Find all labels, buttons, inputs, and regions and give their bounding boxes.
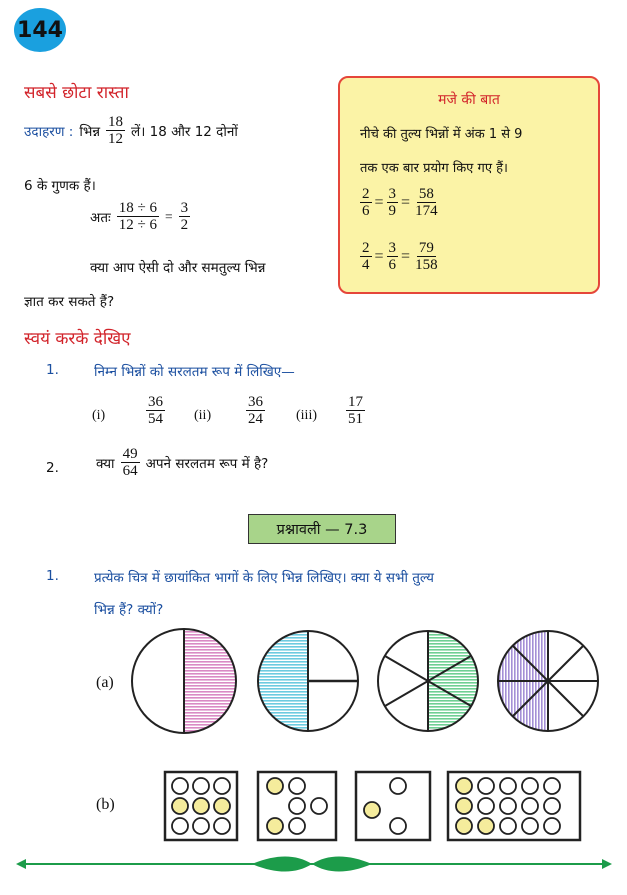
q2-fraction	[121, 446, 140, 479]
equals-sign: =	[401, 247, 411, 265]
example-text-3: 6 के गुणक हैं।	[24, 178, 96, 194]
den: 6	[362, 203, 370, 219]
example-text: भिन्न	[79, 123, 101, 140]
fraction	[246, 394, 265, 427]
circle-quarters-shaded	[258, 631, 358, 731]
result-numerator: 3	[180, 200, 189, 216]
circle-diagrams	[130, 625, 610, 740]
calc-numerator: 18 ÷ 6	[118, 200, 157, 216]
fraction	[387, 186, 399, 219]
den: 24	[248, 411, 263, 427]
fraction	[146, 394, 165, 427]
calculation	[90, 200, 190, 233]
fun-box-line2: तक एक बार प्रयोग किए गए हैं।	[360, 161, 508, 176]
exercise-q1-line2: भिन्न हैं? क्यों?	[94, 602, 164, 618]
equals-sign: =	[374, 193, 384, 211]
item-label: (iii)	[296, 408, 317, 423]
dot-diagrams	[160, 770, 600, 846]
question-line1: क्या आप ऐसी दो और समतुल्य भिन्न	[90, 260, 266, 276]
result-denominator: 2	[180, 217, 189, 233]
fun-equation-1	[360, 186, 440, 219]
circle-half-shaded	[132, 629, 236, 733]
fraction	[387, 240, 399, 273]
equals-sign: =	[401, 193, 411, 211]
circle-eighths-shaded	[498, 631, 598, 731]
example-fraction	[106, 114, 125, 147]
den: 174	[415, 203, 438, 219]
num: 58	[418, 186, 434, 202]
fraction	[413, 186, 440, 219]
exercise-q1-number: 1.	[46, 568, 59, 584]
equals-sign: =	[164, 208, 173, 224]
label-b: (b)	[96, 796, 115, 813]
section-heading-try-yourself: स्वयं करके देखिए	[24, 329, 131, 349]
fun-equation-2	[360, 240, 440, 273]
q2-number: 2.	[46, 460, 59, 476]
example-label: उदाहरण :	[24, 123, 74, 140]
fraction-denominator: 12	[108, 131, 124, 147]
result-fraction	[179, 200, 191, 233]
num: 17	[348, 394, 363, 410]
num: 2	[362, 186, 370, 202]
equals-sign: =	[374, 247, 384, 265]
den: 158	[415, 257, 438, 273]
q2-pre: क्या	[96, 455, 115, 472]
page-number: 144	[14, 8, 66, 52]
q2-line	[96, 446, 268, 479]
den: 64	[122, 463, 138, 479]
fraction	[413, 240, 440, 273]
exercise-q1-line1: प्रत्येक चित्र में छायांकित भागों के लिए भिन्न लिखिए। क्या ये सभी तुल्य	[94, 570, 434, 586]
num: 49	[122, 446, 138, 462]
example-line	[24, 114, 238, 147]
fraction-numerator: 18	[108, 114, 124, 130]
fraction	[360, 240, 372, 273]
item-label: (ii)	[194, 408, 212, 423]
exercise-title-box: प्रश्नावली — 7.3	[248, 514, 396, 544]
num: 2	[362, 240, 370, 256]
num: 3	[388, 240, 397, 256]
item-label: (i)	[92, 408, 106, 423]
example-text-2: लें। 18 और 12 दोनों	[131, 123, 238, 140]
section-heading-shortest-way: सबसे छोटा रास्ता	[24, 83, 129, 103]
q2-post: अपने सरलतम रूप में है?	[145, 455, 269, 472]
num: 79	[418, 240, 434, 256]
num: 36	[148, 394, 163, 410]
q1-number: 1.	[46, 362, 59, 378]
fraction	[360, 186, 372, 219]
calc-fraction	[117, 200, 159, 233]
num: 3	[388, 186, 397, 202]
fun-box-line1: नीचे की तुल्य भिन्नों में अंक 1 से 9	[360, 127, 523, 142]
fun-fact-box	[338, 76, 600, 294]
num: 36	[248, 394, 263, 410]
den: 6	[388, 257, 397, 273]
den: 51	[348, 411, 363, 427]
fraction	[346, 394, 365, 427]
den: 4	[362, 257, 370, 273]
calc-denominator: 12 ÷ 6	[118, 217, 157, 233]
question-line2: ज्ञात कर सकते हैं?	[24, 294, 115, 310]
decorative-divider	[16, 852, 612, 876]
q1-text: निम्न भिन्नों को सरलतम रूप में लिखिए—	[94, 364, 295, 380]
label-a: (a)	[96, 674, 114, 691]
den: 9	[388, 203, 397, 219]
fun-box-title: मजे की बात	[438, 92, 500, 108]
circle-sixths-shaded	[378, 631, 478, 731]
atah-label: अतः	[90, 209, 111, 226]
den: 54	[148, 411, 163, 427]
